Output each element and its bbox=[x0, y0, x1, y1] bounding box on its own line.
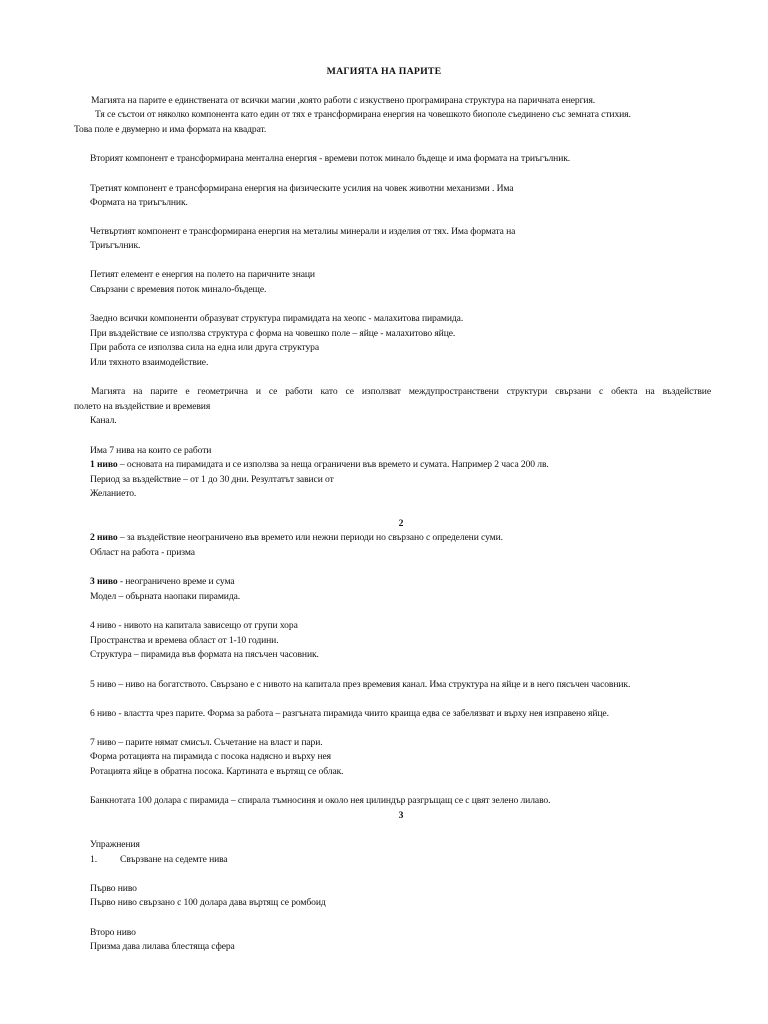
exercise-item-text: Свързване на седемте нива bbox=[120, 854, 228, 865]
banknote-line: Банкнотата 100 долара с пирамида – спирала тъмносиня и около нея цилиндър разгръщащ се с цвят зелено лилаво. bbox=[90, 795, 551, 806]
level-1-line-2: Период за въздействие – от 1 до 30 дни. Резултатът зависи от bbox=[90, 474, 334, 485]
together-line-4: Или тяхното взаимодействие. bbox=[90, 357, 209, 368]
first-level-heading: Първо ниво bbox=[90, 883, 137, 894]
level-2-line-2: Област на работа - призма bbox=[90, 547, 195, 558]
exercise-item-number: 1. bbox=[90, 854, 97, 865]
levels-intro: Има 7 нива на които се работи bbox=[90, 445, 212, 456]
level-7-line-3: Ротацията яйце в обратна посока. Картината е въртящ се облак. bbox=[90, 766, 344, 777]
level-4-line-3: Структура – пирамида във формата на пясъчен часовник. bbox=[90, 649, 319, 660]
intro-line-3: Това поле е двумерно и има формата на квадрат. bbox=[74, 124, 267, 135]
level-3-line-1 bbox=[90, 576, 235, 588]
fourth-component-line-1: Четвъртият компонент е трансформирана енергия на металиы минерали и изделия от тях. Има формата на bbox=[90, 226, 516, 237]
together-line-3: При работа се използва сила на една или друга структура bbox=[90, 342, 320, 353]
exercises-heading: Упражнения bbox=[90, 839, 140, 850]
second-level-text: Призма дава лилава блестяща сфера bbox=[90, 941, 235, 952]
second-component-line: Вторият компонент е трансформирана ментална енергия - времеви поток минало бъдеще и има формата на триъгълник. bbox=[90, 153, 571, 164]
page-title: МАГИЯТА НА ПАРИТЕ bbox=[326, 66, 442, 77]
level-1-text: – основата на пирамидата и се използва за неща ограничени във времето и сумата. Например 2 часа 200 лв. bbox=[117, 459, 549, 470]
together-line-1: Заедно всички компоненти образуват структура пирамидата на хеопс - малахитова пирамида. bbox=[90, 313, 464, 324]
level-4-line-2: Пространства и времева област от 1-10 години. bbox=[90, 635, 279, 646]
second-level-heading: Второ ниво bbox=[90, 927, 136, 938]
fifth-element-line-2: Свързани с времевия поток минало-бъдеще. bbox=[90, 284, 267, 295]
level-2-label: 2 ниво bbox=[90, 532, 118, 543]
geometric-line-3: Канал. bbox=[90, 415, 117, 426]
level-6-line: 6 ниво - властта чрез парите. Форма за работа – разгъната пирамида чиито краища едва се забелязват и върху нея изправено яйце. bbox=[90, 708, 609, 719]
level-1-line-1 bbox=[90, 459, 549, 471]
level-1-line-3: Желанието. bbox=[90, 488, 137, 499]
level-3-line-2: Модел – обърната наопаки пирамида. bbox=[90, 591, 241, 602]
intro-line-2: Тя се състои от няколко компонента като един от тях е трансформирана енергия на човешкото биополе съединено със земната стихия. bbox=[95, 109, 631, 120]
level-2-text: – за въздействие неограничено във времето или нежни периоди но свързано с определени суми. bbox=[117, 532, 503, 543]
page-number-3: 3 bbox=[398, 810, 404, 821]
fourth-component-line-2: Триъгълник. bbox=[90, 240, 141, 251]
level-5-line: 5 ниво – ниво на богатството. Свързано е с нивото на капитала през времевия канал. Има структура на яйце и в него пясъчен часовник. bbox=[90, 679, 631, 690]
level-1-label: 1 ниво bbox=[90, 459, 118, 470]
geometric-line-1: Магията на парите е геометрична и се работи като се използват междупространствени структури свързани с обекта на въздействие bbox=[91, 386, 711, 397]
geometric-line-2: полето на въздействие и времевия bbox=[74, 401, 211, 412]
together-line-2: При въздействие се използва структура с форма на човешко поле – яйце - малахитово яйце. bbox=[90, 328, 456, 339]
page-number-2: 2 bbox=[398, 518, 404, 529]
level-2-line-1 bbox=[90, 532, 503, 544]
third-component-line-1: Третият компонент е трансформирана енергия на физическите усилия на човек животни механизми . Има bbox=[90, 183, 514, 194]
first-level-text: Първо ниво свързано с 100 долара дава въртящ се ромбоид bbox=[90, 897, 326, 908]
level-3-label: 3 ниво bbox=[90, 576, 118, 587]
intro-line-1: Магията на парите е единствената от всички магии ,която работи с изкуствено програмирана структура на паричната енергия. bbox=[91, 95, 596, 106]
level-7-line-1: 7 ниво – парите нямат смисъл. Съчетание на власт и пари. bbox=[90, 737, 323, 748]
level-4-line-1: 4 ниво - нивото на капитала зависещо от групи хора bbox=[90, 620, 298, 631]
third-component-line-2: Формата на триъгълник. bbox=[90, 197, 188, 208]
level-3-text: - неограничено време и сума bbox=[117, 576, 235, 587]
fifth-element-line-1: Петият елемент е енергия на полето на паричните знаци bbox=[90, 269, 315, 280]
level-7-line-2: Форма ротацията на пирамида с посока надясно и върху нея bbox=[90, 751, 331, 762]
